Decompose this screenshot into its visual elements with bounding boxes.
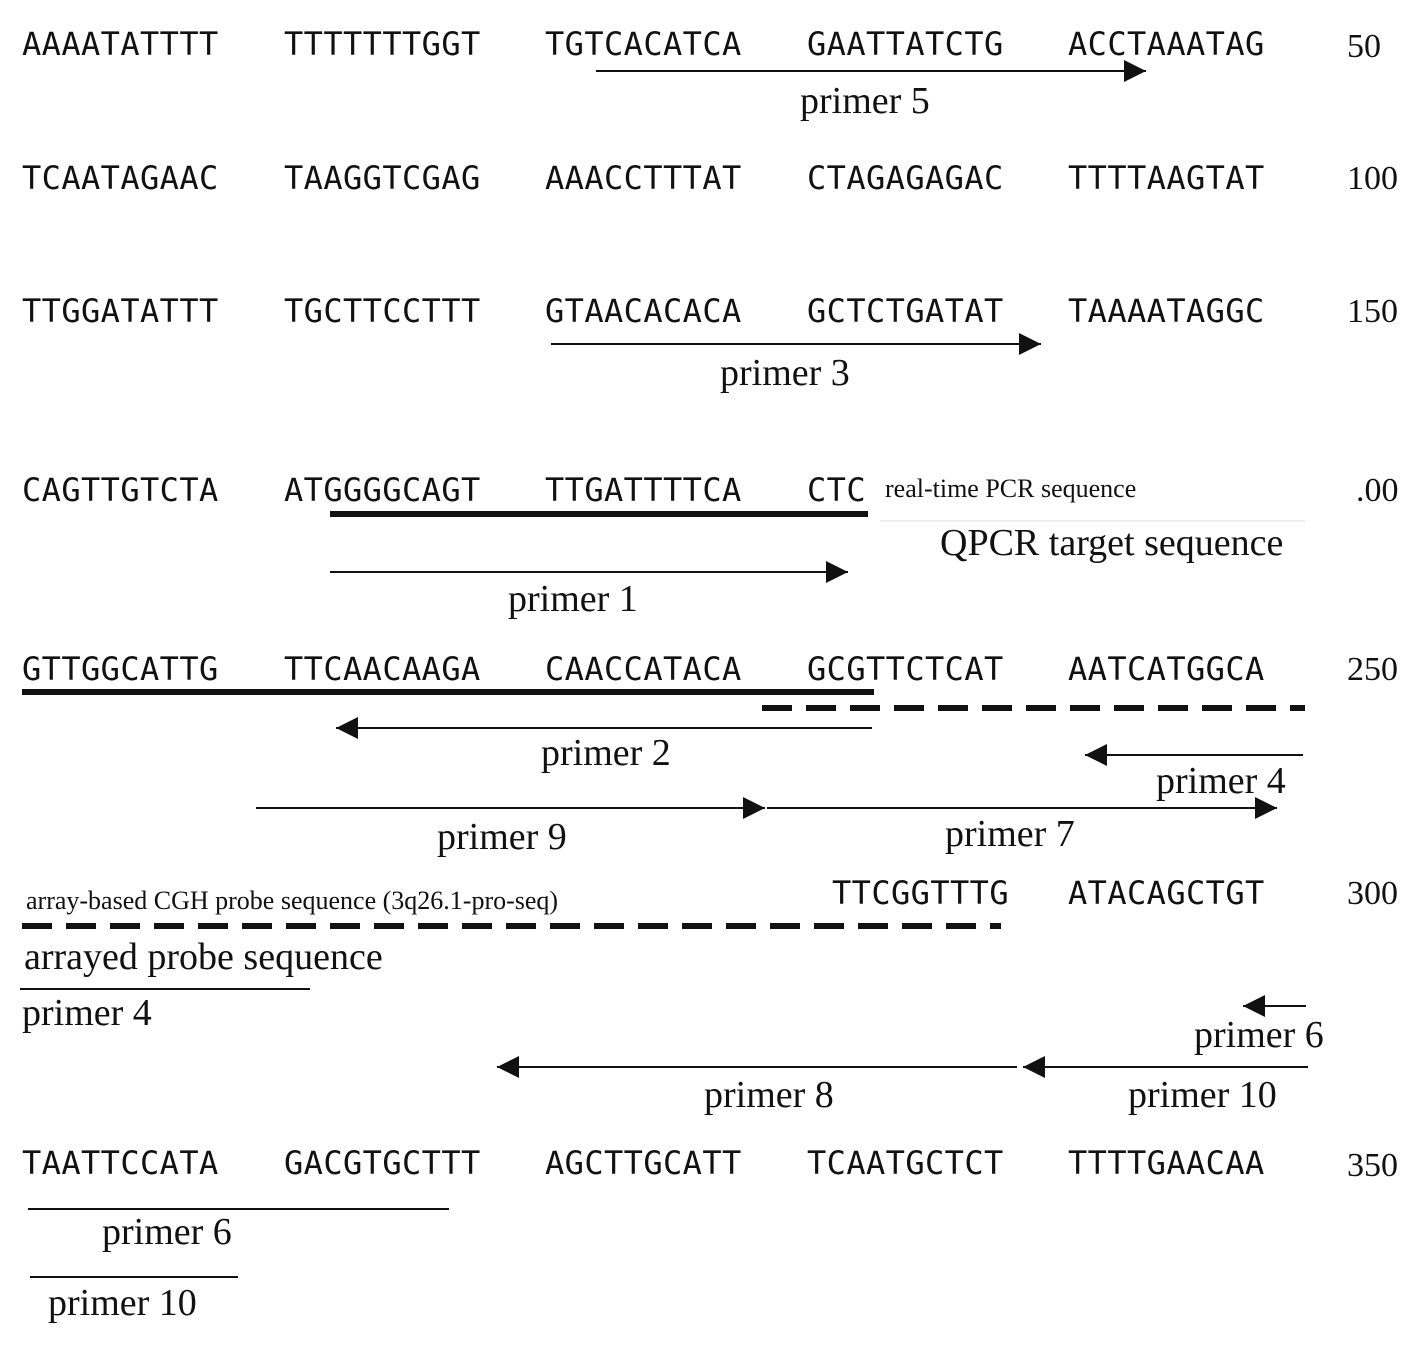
primer-10-continued-label: primer 10: [48, 1282, 197, 1324]
seq-row-2-block-3: AAACCTTTAT: [545, 159, 742, 197]
primer-2-label: primer 2: [541, 732, 671, 774]
seq-row-4-block-3: TTGATTTTCA: [545, 471, 742, 509]
primer-5-label: primer 5: [800, 80, 930, 122]
realtime-pcr-label: real-time PCR sequence: [885, 474, 1137, 503]
position-number: 100: [1347, 160, 1398, 197]
position-number: 250: [1347, 651, 1398, 688]
arrayed-probe-label: arrayed probe sequence: [24, 936, 383, 978]
seq-row-2-block-2: TAAGGTCGAG: [284, 159, 481, 197]
position-number: 150: [1347, 293, 1398, 330]
seq-row-1-block-2: TTTTTTTGGT: [284, 25, 481, 63]
seq-row-5-block-1: GTTGGCATTG: [22, 650, 219, 688]
seq-row-4-block-1: CAGTTGTCTA: [22, 471, 219, 509]
position-number: 50: [1347, 28, 1381, 65]
seq-row-5-block-4: GCGTTCTCAT: [807, 650, 1004, 688]
seq-row-7-block-2: GACGTGCTTT: [284, 1144, 481, 1182]
seq-row-2-block-5: TTTTAAGTAT: [1068, 159, 1265, 197]
qpcr-target-label: QPCR target sequence: [940, 522, 1284, 564]
primer-4-continued-label: primer 4: [22, 992, 152, 1034]
seq-row-7-block-3: AGCTTGCATT: [545, 1144, 742, 1182]
seq-row-6-block-1: TTCGGTTTG: [832, 874, 1009, 912]
position-number: .00: [1356, 472, 1399, 509]
seq-row-1-block-3: TGTCACATCA: [545, 25, 742, 63]
seq-row-1-block-4: GAATTATCTG: [807, 25, 1004, 63]
seq-row-3-block-2: TGCTTCCTTT: [284, 292, 481, 330]
seq-row-4-block-2: ATGGGGCAGT: [284, 471, 481, 509]
array-cgh-label: array-based CGH probe sequence (3q26.1-pro-seq): [26, 886, 559, 915]
seq-row-3-block-4: GCTCTGATAT: [807, 292, 1004, 330]
seq-row-7-block-5: TTTTGAACAA: [1068, 1144, 1265, 1182]
seq-row-3-block-3: GTAACACACA: [545, 292, 742, 330]
seq-row-2-block-1: TCAATAGAAC: [22, 159, 219, 197]
position-number: 350: [1347, 1147, 1398, 1184]
primer-7-label: primer 7: [945, 813, 1075, 855]
seq-row-5-block-3: CAACCATACA: [545, 650, 742, 688]
seq-row-3-block-5: TAAAATAGGC: [1068, 292, 1265, 330]
seq-row-2-block-4: CTAGAGAGAC: [807, 159, 1004, 197]
position-number: 300: [1347, 875, 1398, 912]
primer-1-label: primer 1: [508, 578, 638, 620]
primer-6-continued-label: primer 6: [102, 1211, 232, 1253]
primer-4-label: primer 4: [1156, 760, 1286, 802]
seq-row-3-block-1: TTGGATATTT: [22, 292, 219, 330]
seq-row-1-block-5: ACCTAAATAG: [1068, 25, 1265, 63]
primer-3-label: primer 3: [720, 352, 850, 394]
seq-row-5-block-5: AATCATGGCA: [1068, 650, 1265, 688]
seq-row-7-block-4: TCAATGCTCT: [807, 1144, 1004, 1182]
seq-row-5-block-2: TTCAACAAGA: [284, 650, 481, 688]
primer-8-label: primer 8: [704, 1074, 834, 1116]
seq-row-7-block-1: TAATTCCATA: [22, 1144, 219, 1182]
seq-row-6-block-2: ATACAGCTGT: [1068, 874, 1265, 912]
seq-row-1-block-1: AAAATATTTT: [22, 25, 219, 63]
seq-row-4-block-4: CTC: [807, 471, 866, 509]
primer-10-label: primer 10: [1128, 1074, 1277, 1116]
primer-6-label: primer 6: [1194, 1014, 1324, 1056]
primer-9-label: primer 9: [437, 816, 567, 858]
